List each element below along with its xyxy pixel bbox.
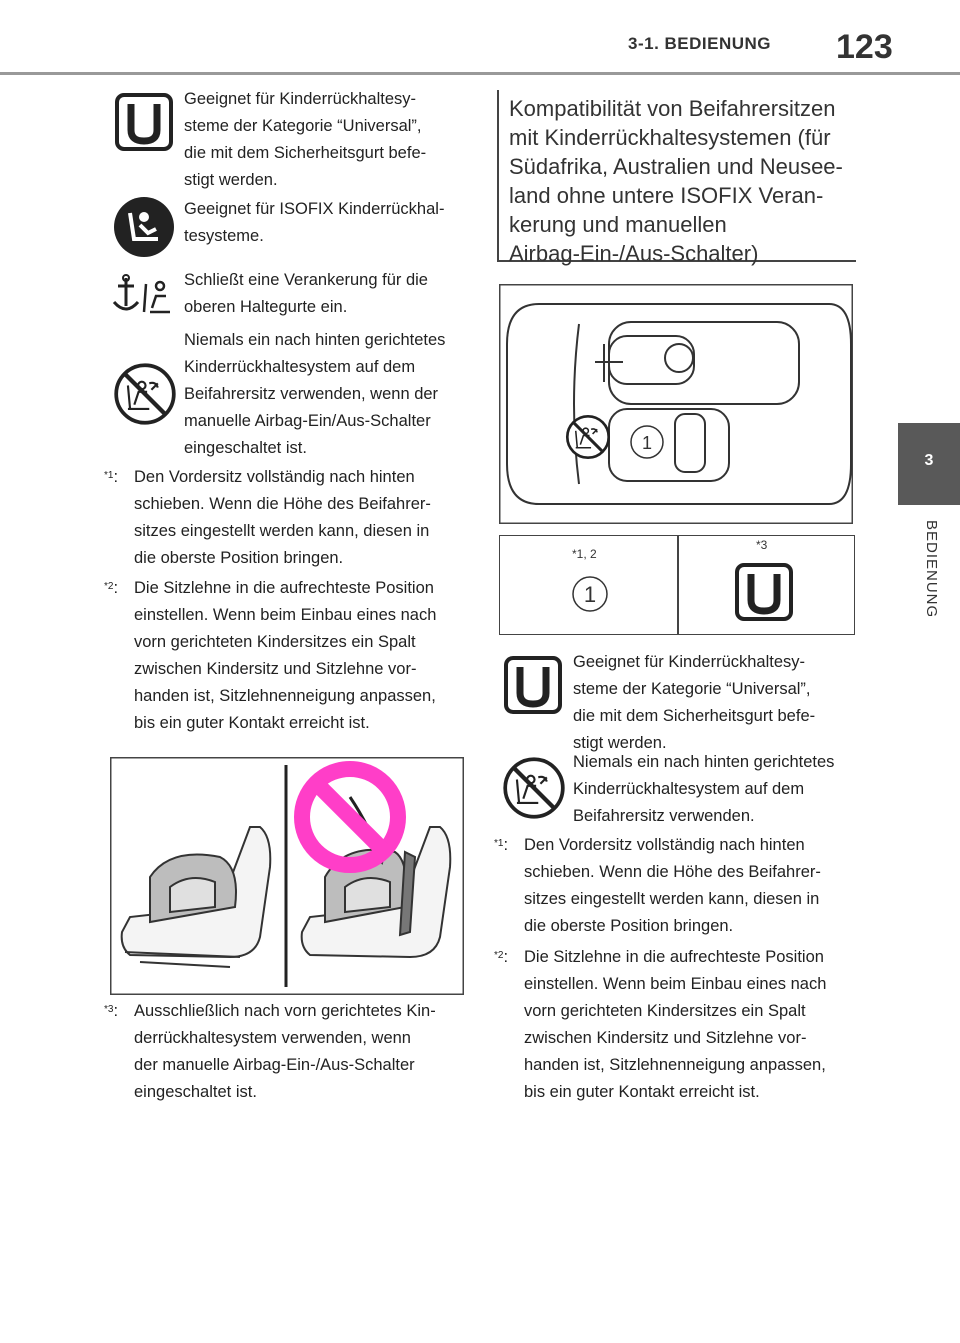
compatibility-heading: Kompatibilität von Beifahrersitzen mit Kinderrückhaltesystemen (für Südafrika, Australien und Neusee- land ohne untere ISOFIX Veran- kerung und manuellen Airbag-Ein-/Aus-Schalter) xyxy=(509,96,843,266)
isofix-child-seat-icon xyxy=(112,195,176,259)
legend-item-universal: Geeignet für Kinderrückhaltesy- steme der Kategorie “Universal”, die mit dem Sicherheitsgurt befe- stigt werden. xyxy=(573,653,816,752)
footnote-3: $^{*3}$: Ausschließlich nach vorn gerichtetes Kin- derrückhaltesystem verwenden, wenn der manuelle Airbag-Ein-/Aus-Schalter eingeschaltet ist. xyxy=(104,998,474,1108)
no-rear-facing-seat-icon xyxy=(502,756,566,820)
page-number: 123 xyxy=(836,28,893,66)
no-rear-facing-seat-icon xyxy=(113,362,177,426)
table-cell-symbol xyxy=(570,574,610,614)
footnote-1: $^{*1}$: Den Vordersitz vollständig nach hinten schieben. Wenn die Höhe des Beifahrer- sitzes eingestellt werden kann, diesen in die oberste Position bringen. xyxy=(104,464,474,574)
compatibility-table xyxy=(499,535,855,635)
legend-item-no-rear-facing: Niemals ein nach hinten gerichtetes Kinderrückhaltesystem auf dem Beifahrersitz verwenden, wenn der manuelle Airbag-Ein/Aus-Schalter eingeschaltet ist. xyxy=(184,331,446,457)
legend-item-no-rear-facing: Niemals ein nach hinten gerichtetes Kinderrückhaltesystem auf dem Beifahrersitz verwenden. xyxy=(573,753,835,825)
callout-number: 1 xyxy=(641,433,653,453)
no-rear-facing-seat-icon xyxy=(567,416,608,457)
header-rule xyxy=(0,72,960,75)
legend-item-top-tether: Schließt eine Verankerung für die oberen Haltegurte ein. xyxy=(184,271,428,316)
universal-u-icon xyxy=(734,562,794,622)
footnote-marker: $^{*2}$: xyxy=(104,579,119,597)
chapter-tab-label: BEDIENUNG xyxy=(923,520,940,619)
legend-item-isofix: Geeignet für ISOFIX Kinderrückhal- tesysteme. xyxy=(184,200,445,245)
footnote-1: $^{*1}$: Den Vordersitz vollständig nach hinten schieben. Wenn die Höhe des Beifahrer- sitzes eingestellt werden kann, diesen in die oberste Position bringen. xyxy=(494,832,864,942)
section-title: 3-1. BEDIENUNG xyxy=(628,34,772,53)
legend-item-universal: Geeignet für Kinderrückhaltesy- steme der Kategorie “Universal”, die mit dem Sicherheitsgurt befe- stigt werden. xyxy=(184,90,427,189)
car-top-view-diagram xyxy=(499,284,853,524)
footnote-marker: $^{*1}$: xyxy=(104,468,119,486)
footnote-2: $^{*2}$: Die Sitzlehne in die aufrechteste Position einstellen. Wenn beim Einbau eines nach vorn gerichteten Kindersitzes ein Spalt zwischen Kindersitz und Sitzlehne vor- handen ist, Sitzlehnenneigung anpassen, bis ein guter Kontakt erreicht ist. xyxy=(104,575,474,740)
table-cell-label: *1, 2 xyxy=(572,547,597,561)
chapter-tab-number: 3 xyxy=(924,452,934,469)
universal-u-icon xyxy=(503,655,563,715)
footnote-marker: $^{*1}$: xyxy=(494,836,509,854)
universal-u-icon xyxy=(114,92,174,152)
footnote-marker: $^{*3}$: xyxy=(104,1002,119,1020)
seat-gap-illustration xyxy=(110,757,464,995)
svg-text:1: 1 xyxy=(583,582,597,607)
footnote-marker: $^{*2}$: xyxy=(494,948,509,966)
top-tether-anchor-icon xyxy=(110,272,176,320)
table-cell-label: *3 xyxy=(756,538,768,552)
footnote-2: $^{*2}$: Die Sitzlehne in die aufrechteste Position einstellen. Wenn beim Einbau eines nach vorn gerichteten Kindersitzes ein Spalt zwischen Kindersitz und Sitzlehne vor- handen ist, Sitzlehnenneigung anpassen, bis ein guter Kontakt erreicht ist. xyxy=(494,944,864,1109)
